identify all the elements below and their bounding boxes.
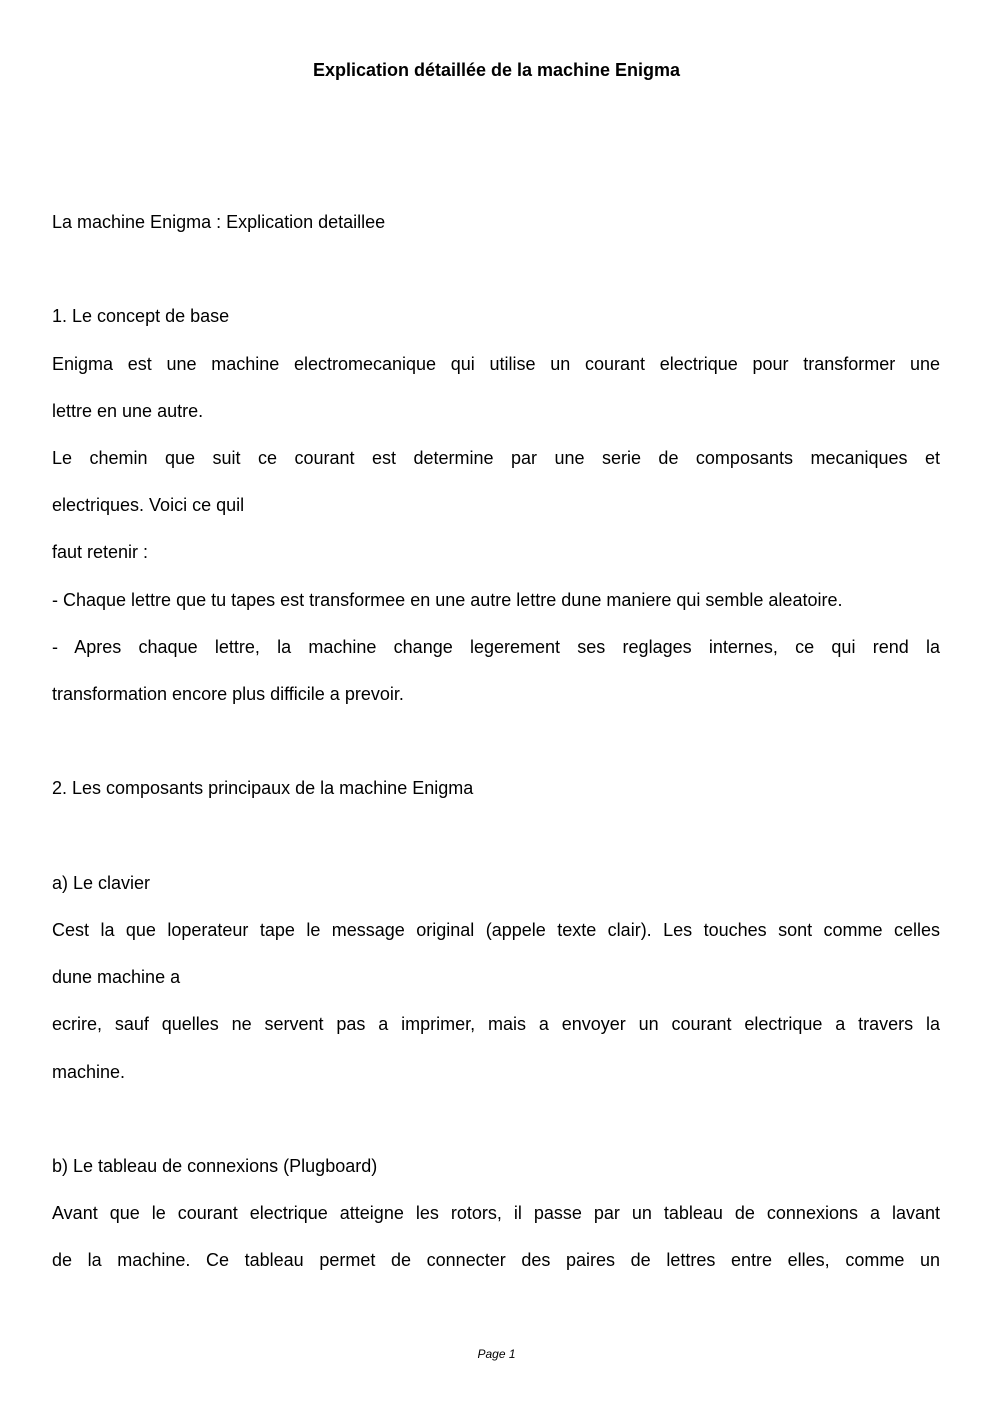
spacer (52, 718, 940, 765)
subsection-a-heading: a) Le clavier (52, 872, 151, 893)
document-body (52, 199, 940, 1285)
section-1-heading: 1. Le concept de base (52, 306, 230, 327)
section-1-bullet: - Apres chaque lettre, la machine change legerement ses reglages internes, ce qui rend la (52, 636, 940, 657)
subsection-a-text-line: Cest la que loperateur tape le message original (appele texte clair). Les touches sont comme celles (52, 920, 940, 940)
subsection-b-heading: b) Le tableau de connexions (Plugboard) (52, 1156, 378, 1176)
section-2-heading: 2. Les composants principaux de la machine Enigma (52, 778, 474, 799)
subsection-a-text-line: dune machine a (52, 967, 181, 988)
section-1-text-line: lettre en une autre. (52, 400, 204, 421)
section-1-bullet: - Chaque lettre que tu tapes est transformee en une autre lettre dune maniere qui semble aleatoire. (52, 589, 843, 610)
section-1-text-line: Le chemin que suit ce courant est determine par une serie de composants mecaniques et (52, 448, 940, 468)
section-1-text-line: electriques. Voici ce quil (52, 495, 245, 516)
section-1-text-line: faut retenir : (52, 542, 149, 563)
spacer (52, 1096, 940, 1143)
page-number: Page 1 (477, 1347, 516, 1361)
section-1-bullet: transformation encore plus difficile a prevoir. (52, 684, 404, 705)
spacer (52, 246, 940, 293)
page-title: Explication détaillée de la machine Enigma (312, 60, 681, 80)
subsection-b-text-line: Avant que le courant electrique atteigne les rotors, il passe par un tableau de connexions a lavant (52, 1203, 940, 1224)
document-heading: La machine Enigma : Explication detaillee (52, 212, 386, 232)
subsection-a-text-line: ecrire, sauf quelles ne servent pas a imprimer, mais a envoyer un courant electrique a travers la (52, 1014, 940, 1035)
subsection-a-text-line: machine. (52, 1061, 126, 1082)
spacer (52, 813, 940, 860)
subsection-b-text-line: de la machine. Ce tableau permet de connecter des paires de lettres entre elles, comme un (52, 1250, 940, 1271)
section-1-text-line: Enigma est une machine electromecanique qui utilise un courant electrique pour transformer une (52, 353, 940, 374)
